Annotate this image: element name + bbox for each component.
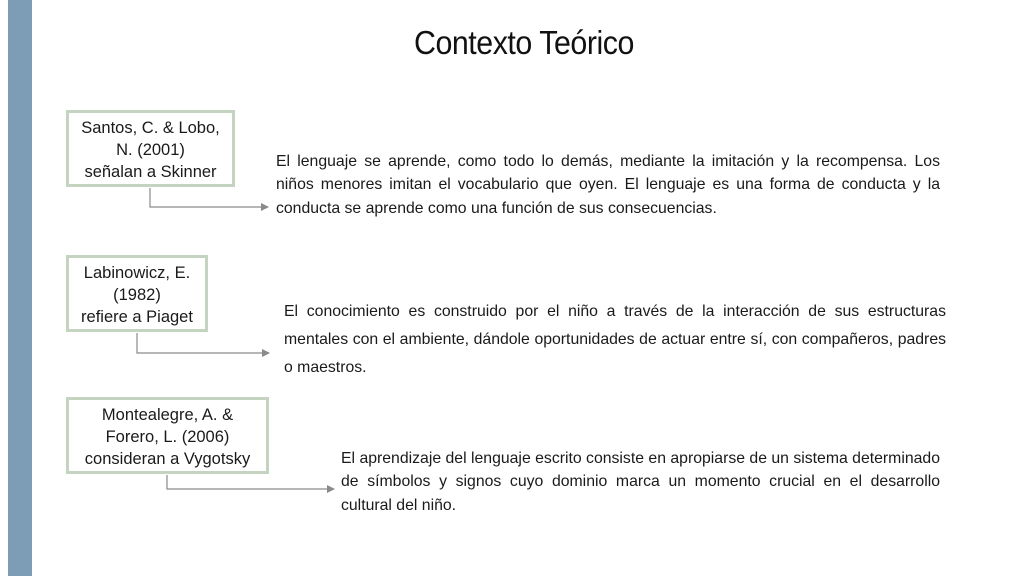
paragraph-skinner: El lenguaje se aprende, como todo lo demás, mediante la imitación y la recompensa. Los niños menores imitan el vocabulario que oyen. El lenguaje es una forma de conducta y la conducta se aprende como una función de sus consecuencias. [276,153,940,217]
slide-title: Contexto Teórico [413,24,634,61]
reference-box-vygotsky [66,397,269,474]
reference-line: Labinowicz, E. [83,264,191,282]
reference-line: (1982) [113,286,161,304]
reference-line: Santos, C. & Lobo, [81,119,220,137]
connector-arrow-2 [137,333,269,353]
reference-line: señalan a Skinner [84,163,217,181]
reference-line: Montealegre, A. & [101,406,234,424]
reference-box-piaget [66,255,208,332]
connector-arrow-1 [150,188,268,207]
paragraph-vygotsky: El aprendizaje del lenguaje escrito consiste en apropiarse de un sistema determinado de símbolos y signos cuyo dominio marca un momento crucial en el desarrollo cultural del niño. [341,450,940,514]
paragraph-piaget: El conocimiento es construido por el niño a través de la interacción de sus estructuras mentales con el ambiente, dándole oportunidades de actuar entre sí, con compañeros, padres o maestros. [284,303,946,376]
reference-line: consideran a Vygotsky [84,450,251,468]
reference-box-skinner [66,110,235,187]
connector-arrow-3 [167,475,334,489]
reference-line: refiere a Piaget [81,308,193,326]
reference-line: N. (2001) [116,141,185,159]
reference-line: Forero, L. (2006) [105,428,230,446]
